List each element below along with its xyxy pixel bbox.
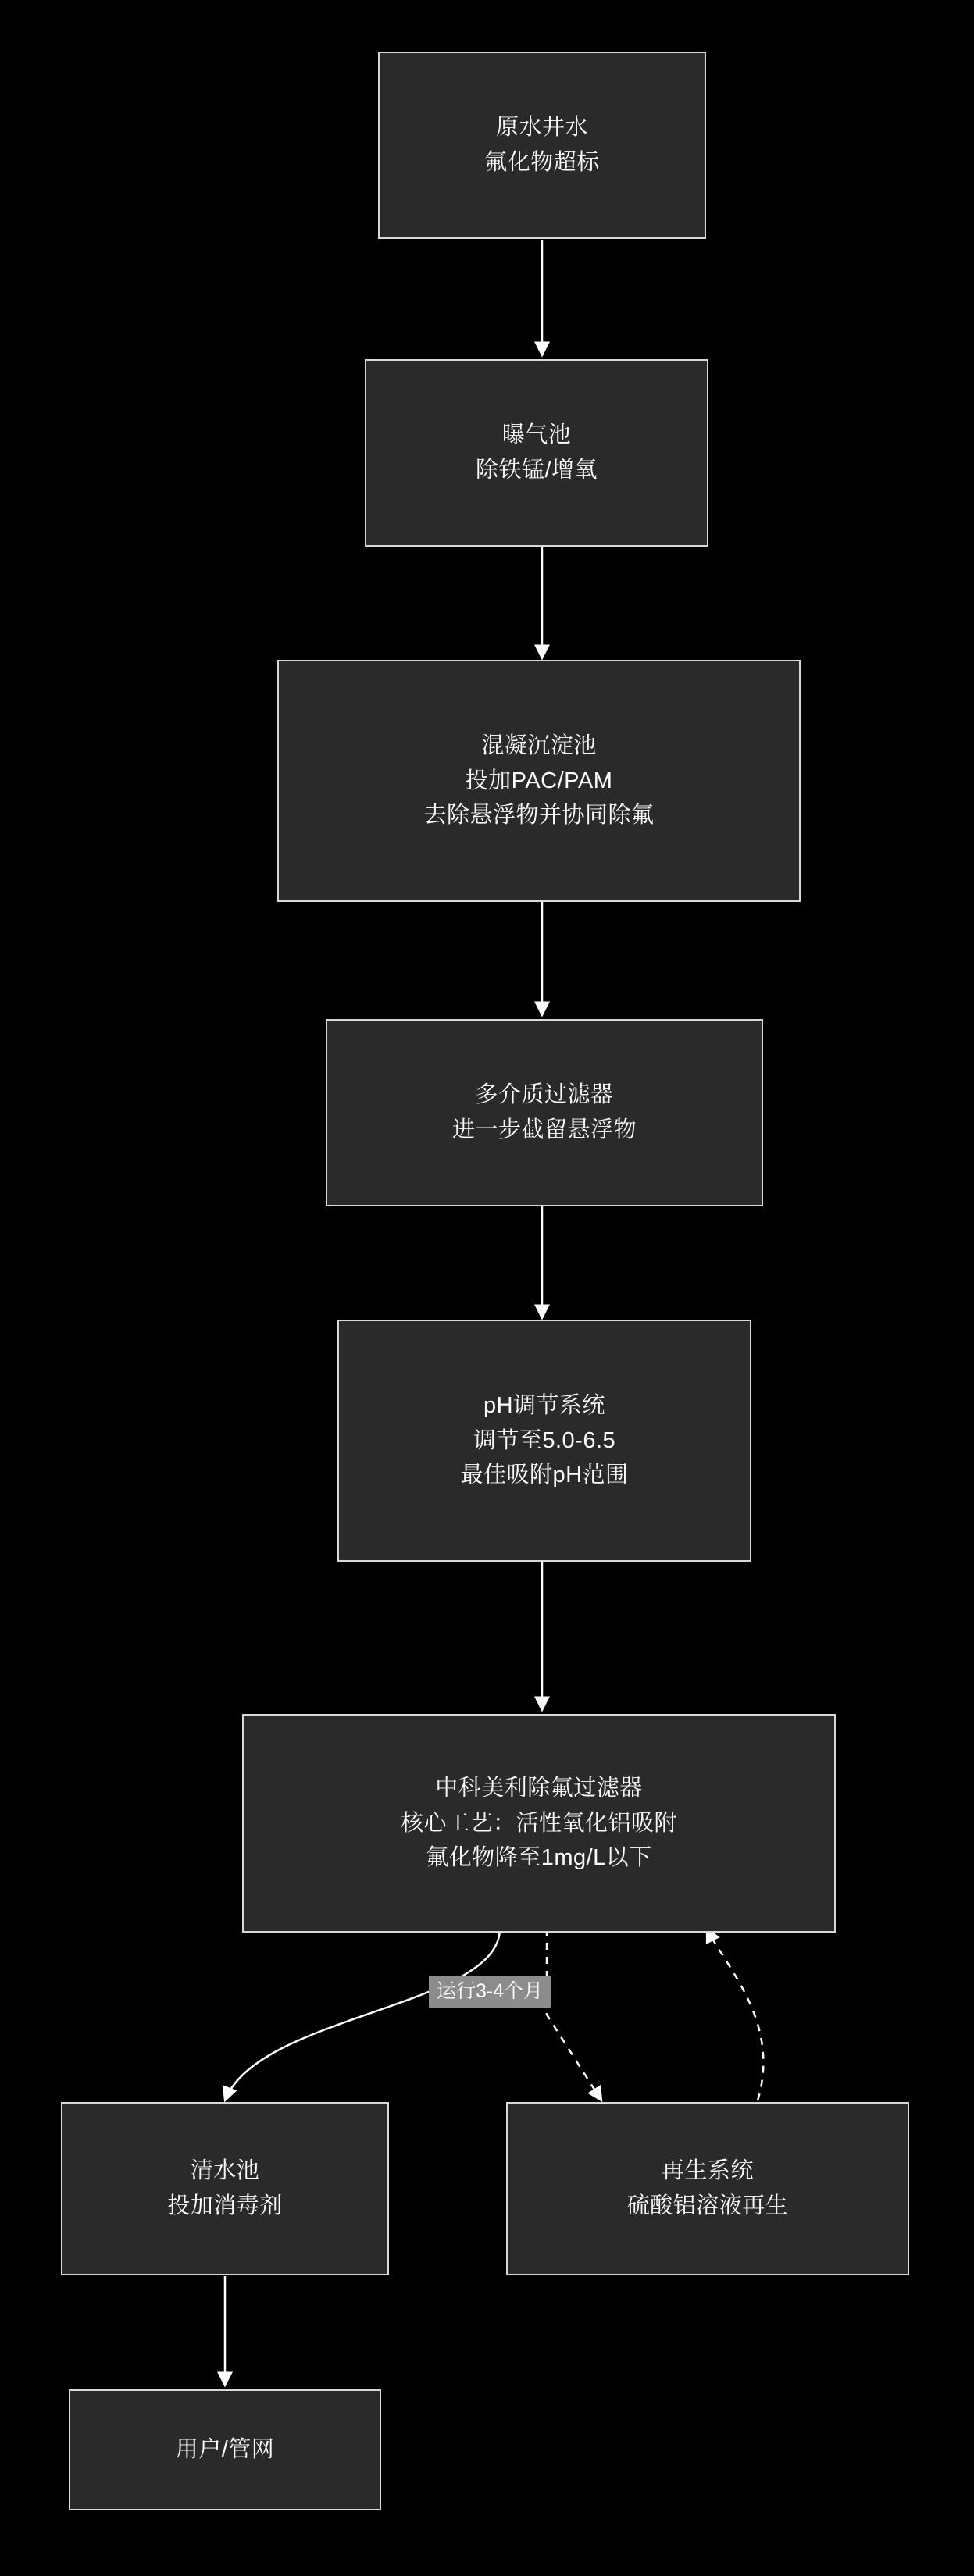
- node-defluoridation-line-1: 中科美利除氟过滤器: [435, 1775, 643, 1801]
- node-coagulation-sedimentation[interactable]: [277, 660, 801, 902]
- node-raw-water[interactable]: [378, 52, 706, 239]
- node-coagulation-line-1: 混凝沉淀池: [481, 732, 597, 758]
- node-ph-adjust-line-1: pH调节系统: [483, 1392, 606, 1418]
- node-multimedia-filter[interactable]: [326, 1019, 763, 1206]
- node-aeration-tank[interactable]: [365, 359, 708, 547]
- node-clear-water-line-1: 清水池: [190, 2158, 260, 2184]
- node-ph-adjust[interactable]: [337, 1320, 751, 1562]
- node-coagulation-line-2: 投加PAC/PAM: [465, 768, 613, 793]
- edge-defluoridation-to-regeneration: [547, 1929, 601, 2100]
- node-clear-water-tank[interactable]: [61, 2102, 389, 2275]
- node-regeneration-system[interactable]: [506, 2102, 909, 2275]
- node-aeration-tank-line-2: 除铁锰/增氧: [475, 458, 598, 483]
- edge-defluoridation-to-clearwater: [225, 1929, 500, 2100]
- node-defluoridation-line-3: 氟化物降至1mg/L以下: [426, 1845, 652, 1871]
- node-regeneration-line-2: 硫酸铝溶液再生: [626, 2193, 789, 2218]
- node-raw-water-line-1: 原水井水: [495, 115, 588, 141]
- node-coagulation-line-3: 去除悬浮物并协同除氟: [423, 803, 655, 828]
- node-ph-adjust-line-2: 调节至5.0-6.5: [473, 1427, 616, 1453]
- edge-label-regeneration-cycle: 运行3-4个月: [429, 1976, 551, 2008]
- node-multimedia-filter-line-2: 进一步截留悬浮物: [451, 1117, 637, 1142]
- node-raw-water-line-2: 氟化物超标: [484, 150, 600, 175]
- node-multimedia-filter-line-1: 多介质过滤器: [475, 1082, 614, 1108]
- node-clear-water-line-2: 投加消毒剂: [167, 2193, 283, 2218]
- node-ph-adjust-line-3: 最佳吸附pH范围: [460, 1463, 629, 1488]
- node-user-network-line-1: 用户/管网: [175, 2437, 275, 2463]
- node-regeneration-line-1: 再生系统: [661, 2158, 754, 2184]
- node-defluoridation-line-2: 核心工艺：活性氧化铝吸附: [400, 1810, 677, 1836]
- node-aeration-tank-line-1: 曝气池: [501, 422, 572, 448]
- node-user-network[interactable]: [69, 2389, 381, 2510]
- node-defluoridation-filter[interactable]: [242, 1714, 836, 1933]
- edge-regeneration-to-defluoridation: [707, 1929, 763, 2100]
